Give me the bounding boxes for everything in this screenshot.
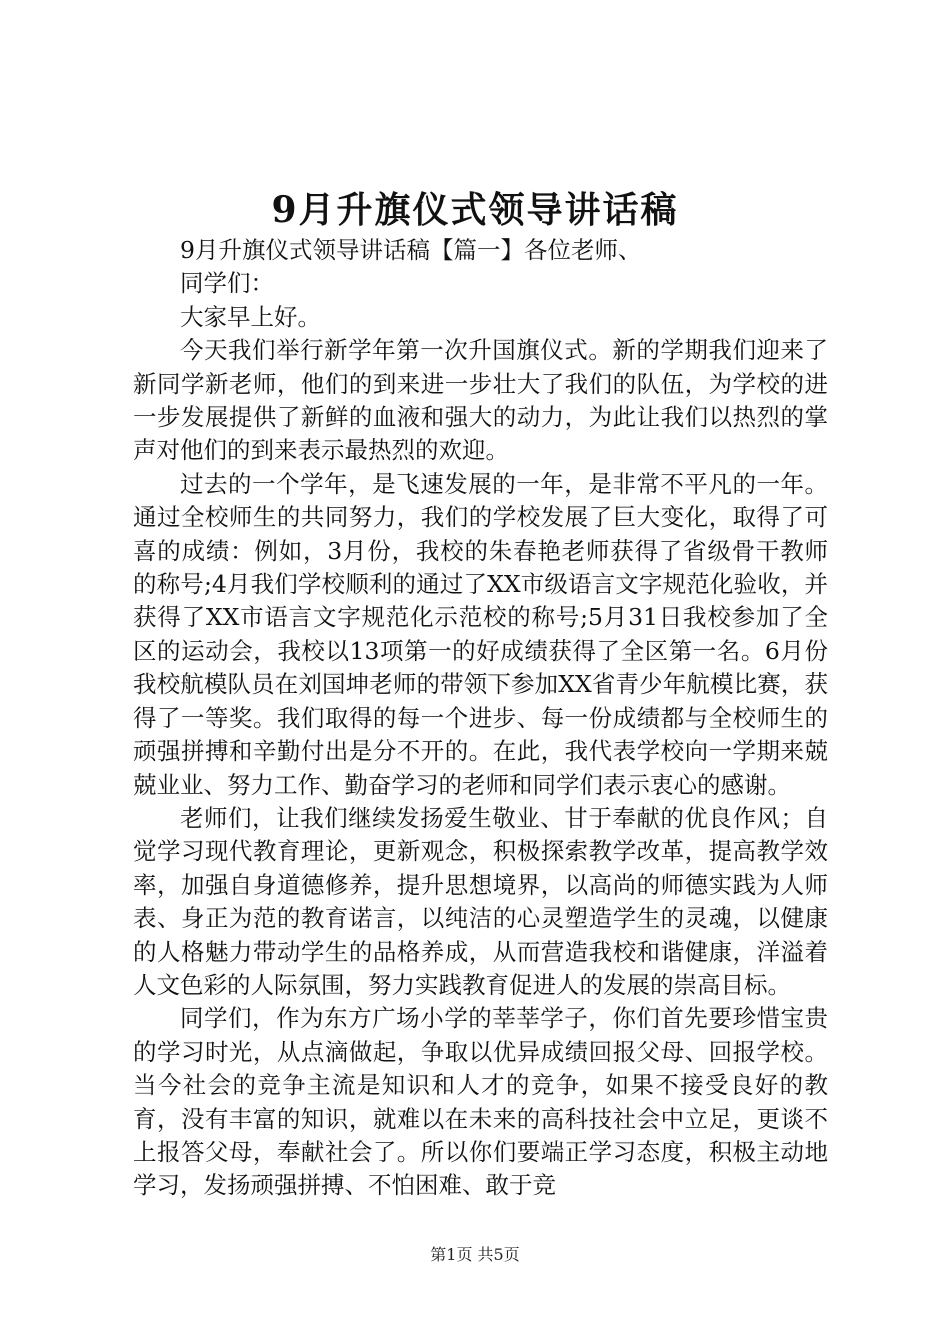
paragraph-achievements: 过去的一个学年，是飞速发展的一年，是非常不平凡的一年。通过全校师生的共同努力，我们的学校发展了巨大变化，取得了可喜的成绩：例如，3月份，我校的朱春艳老师获得了省级骨干教师的称号;4月我们学校顺利的通过了XX市级语言文字规范化验收，并获得了XX市语言文字规范化示范校的称号;5月31日我校参加了全区的运动会，我校以13项第一的好成绩获得了全区第一名。6月份我校航模队员在刘国坤老师的带领下参加XX省青少年航模比赛，获得了一等奖。我们取得的每一个进步、每一份成绩都与全校师生的顽强拼搏和辛勤付出是分不开的。在此，我代表学校向一学期来兢兢业业、努力工作、勤奋学习的老师和同学们表示衷心的感谢。 (133, 469, 828, 799)
paragraph-opening: 9月升旗仪式领导讲话稿【篇一】各位老师、 (180, 236, 642, 264)
paragraph-welcome: 今天我们举行新学年第一次升国旗仪式。新的学期我们迎来了新同学新老师，他们的到来进一步壮大了我们的队伍，为学校的进一步发展提供了新鲜的血液和强大的动力，为此让我们以热烈的掌声对他们的到来表示最热烈的欢迎。 (133, 336, 828, 465)
page-number-footer: 第1页 共5页 (430, 1245, 520, 1264)
paragraph-students: 同学们，作为东方广场小学的莘莘学子，你们首先要珍惜宝贵的学习时光，从点滴做起，争取以优异成绩回报父母、回报学校。当今社会的竞争主流是知识和人才的竞争，如果不接受良好的教育，没有丰富的知识，就难以在未来的高科技社会中立足，更谈不上报答父母，奉献社会了。所以你们要端正学习态度，积极主动地学习，发扬顽强拼搏、不怕困难、敢于竞 (133, 1004, 828, 1200)
paragraph-greeting: 大家早上好。 (180, 302, 321, 331)
document-body (133, 234, 828, 1203)
paragraph-salutation: 同学们： (180, 269, 274, 298)
document-title: 9月升旗仪式领导讲话稿 (271, 189, 679, 231)
paragraph-teachers: 老师们，让我们继续发扬爱生敬业、甘于奉献的优良作风；自觉学习现代教育理论，更新观念，积极探索教学改革，提高教学效率，加强自身道德修养，提升思想境界，以高尚的师德实践为人师表、身正为范的教育诺言，以纯洁的心灵塑造学生的灵魂，以健康的人格魅力带动学生的品格养成，从而营造我校和谐健康，洋溢着人文色彩的人际氛围，努力实践教育促进人的发展的崇高目标。 (133, 803, 828, 999)
